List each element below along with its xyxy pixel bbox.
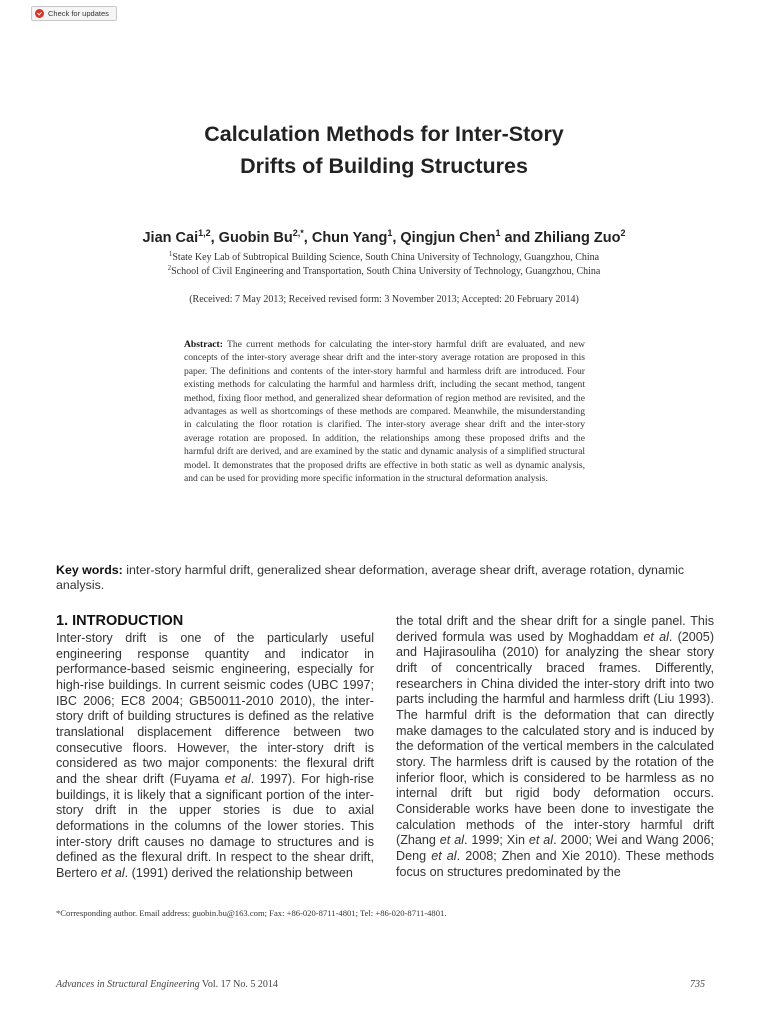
received-dates: (Received: 7 May 2013; Received revised form: 3 November 2013; Accepted: 20 February 2014) (189, 294, 579, 305)
citation-et-al: et al (643, 629, 669, 644)
body-column-left (56, 631, 374, 882)
author-list (0, 228, 768, 246)
page-number: 735 (690, 979, 705, 990)
body-text-run: . 1997). For high-rise buildings, it is likely that a significant portion of the inter-story drift in the upper stories is due to axial deformations in the columns of the lower stories. This inter-story drift causes no damage to structures and is defined as the flexural drift. In respect to the shear drift, Bertero (56, 771, 374, 880)
author-2 (219, 230, 312, 246)
author-name: Qingjun Chen (400, 230, 496, 246)
author-name: Zhiliang Zuo (534, 230, 621, 246)
abstract-label: Abstract: (184, 339, 223, 350)
citation-et-al: et al (100, 865, 125, 880)
affiliation-2-marker: 2 (167, 264, 172, 272)
author-name: Jian Cai (142, 230, 199, 246)
journal-volume: Vol. 17 No. 5 2014 (201, 979, 278, 990)
author-1 (142, 230, 218, 246)
author-name: Chun Yang (311, 230, 388, 246)
affiliation-1-marker: 1 (168, 250, 173, 258)
keywords-label: Key words: (56, 563, 123, 577)
author-affiliation-marker: 2,* (292, 228, 304, 238)
check-for-updates-button[interactable] (31, 6, 117, 21)
author-name: Guobin Bu (218, 230, 293, 246)
affiliation-2-text: School of Civil Engineering and Transportation, South China University of Technology, Guangzhou, China (171, 266, 601, 277)
title-line-2: Drifts of Building Structures (240, 154, 528, 178)
journal-citation (56, 979, 278, 990)
author-separator: , (392, 230, 401, 246)
affiliation-2 (0, 264, 768, 277)
author-affiliation-marker: 2 (620, 228, 626, 238)
author-5 (534, 230, 625, 246)
corresponding-author-footnote: *Corresponding author. Email address: guobin.bu@163.com; Fax: +86-020-8711-4801; Tel: +86-020-8711-4801. (56, 908, 447, 918)
author-separator: , (210, 230, 219, 246)
citation-et-al: et al (431, 848, 457, 863)
body-text-run: . (1991) derived the relationship between (124, 865, 353, 880)
section-heading-introduction: 1. INTRODUCTION (56, 613, 184, 629)
body-text-run: Inter-story drift is one of the particularly useful engineering response quantity and indicator in performance-based seismic engineering, especially for high-rise buildings. In current seismic codes (UBC 1997; IBC 2006; EC8 2004; GB50011-2010 2010), the inter-story drift of building structures is defined as the relative translational displacement difference between two consecutive floors. However, the inter-story drift is considered as two major components: the flexural drift and the shear drift (Fuyama (56, 631, 374, 786)
affiliation-1-text: State Key Lab of Subtropical Building Science, South China University of Technology, Guangzhou, China (172, 252, 600, 263)
author-affiliation-marker: 1,2 (198, 228, 211, 238)
citation-et-al: et al (224, 771, 251, 786)
abstract-text: The current methods for calculating the inter-story harmful drift are evaluated, and new concepts of the inter-story average shear drift and the inter-story average rotation are proposed in this paper. The definitions and contents of the inter-story harmful and harmless drift are introduced. Four existing methods for calculating the harmful and harmless drift, including the secant method, tangent method, fixing floor method, and generalized shear deformation of region method are revisited, and the advantages as well as shortcomings of these methods are compared. Meanwhile, the misunderstanding in calculating the floor rotation is clarified. The inter-story average shear drift and the inter-story average rotation are proposed. In addition, the relationships among these proposed drifts and the harmful drift are derived, and are examined by the static and dynamic analysis of a simplified structural model. It demonstrates that the proposed drifts are effective in both static as well as dynamic analysis, and can be used for providing more specific information in the structural deformation analysis. (184, 339, 585, 485)
affiliation-1 (0, 250, 768, 263)
author-affiliation-marker: 1 (495, 228, 501, 238)
abstract (184, 338, 585, 485)
citation-et-al: et al (439, 833, 464, 848)
body-text-run: . 1999; Xin (464, 833, 529, 848)
author-3 (312, 230, 401, 246)
title-line-1: Calculation Methods for Inter-Story (204, 122, 564, 146)
body-text-run: . 2000; Wei and Wang 2006; Deng (396, 833, 714, 863)
body-text-run: . 2008; Zhen and Xie 2010). These methods focus on structures predominated by the (396, 848, 714, 879)
citation-et-al: et al (528, 833, 554, 848)
journal-name: Advances in Structural Engineering (56, 979, 200, 990)
body-text-run: the total drift and the shear drift for a single panel. This derived formula was used by Moghaddam (396, 614, 714, 644)
author-4 (400, 230, 534, 246)
keywords (56, 563, 716, 593)
author-separator: , (303, 230, 312, 246)
body-column-right (396, 614, 714, 880)
check-for-updates-label: Check for updates (48, 9, 109, 18)
author-affiliation-marker: 1 (387, 228, 393, 238)
body-text-run: . (2005) and Hajirasouliha (2010) for analyzing the shear story drift of concentrically braced frames. Differently, researchers in China divided the inter-story drift into two parts including the harmful and harmless drift (Liu 1993). The harmful drift is the deformation that can directly make damages to the calculated story and is induced by the deformation of the vertical members in the calculated story. The harmless drift is caused by the rotation of the inferior floor, which is considered to be harmless as no internal drift but rigid body deformation occurs. Considerable works have been done to investigate the calculation methods of the inter-story harmful drift (Zhang (396, 629, 715, 848)
author-separator: and (500, 230, 535, 246)
check-circle-icon (35, 9, 44, 18)
paper-title (0, 118, 768, 182)
keywords-text: inter-story harmful drift, generalized shear deformation, average shear drift, average rotation, dynamic analysis. (56, 563, 685, 592)
